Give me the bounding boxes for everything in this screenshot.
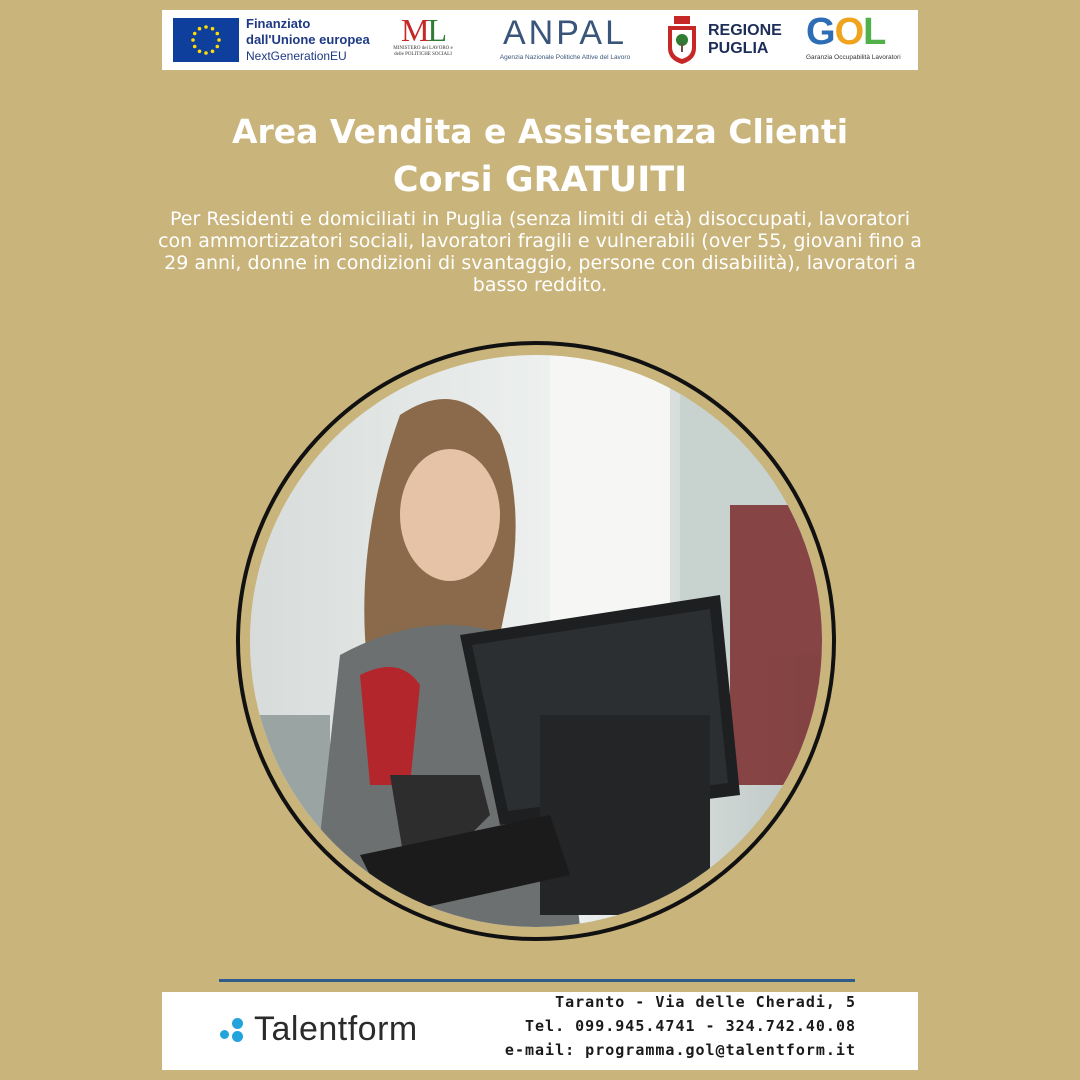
eu-label-line1: Finanziato [246, 16, 311, 31]
regione-puglia-crest-icon [666, 14, 698, 66]
regione-puglia-label [708, 22, 782, 58]
talentform-brand-name: Talentform [254, 1009, 418, 1048]
partner-logos-bar [162, 10, 918, 70]
cashier-photo [250, 355, 822, 927]
anpal-logo-mark: ANPAL [503, 14, 627, 52]
contact-address: Taranto - Via delle Cheradi, 5 [555, 993, 856, 1011]
gol-logo-caption: Garanzia Occupabilità Lavoratori [806, 54, 901, 61]
eligibility-description: Per Residenti e domiciliati in Puglia (senza limiti di età) disoccupati, lavoratori con ammortizzatori sociali, lavoratori fragili e vulnerabili (over 55, giovani fino a 29 anni, donne in condizioni di svantaggio, persone con disabilità), lavoratori a basso reddito. [158, 208, 922, 296]
regione-line2: PUGLIA [708, 40, 769, 57]
eu-label-line2: dall'Unione europea [246, 32, 370, 47]
eu-label-line3: NextGenerationEU [246, 49, 347, 63]
ministry-logo [390, 14, 456, 66]
contact-phone[interactable]: Tel. 099.945.4741 - 324.742.40.08 [524, 1017, 856, 1035]
footer-bar [162, 992, 918, 1070]
gol-logo [806, 12, 914, 68]
anpal-logo [480, 16, 650, 66]
ministry-logo-caption: MINISTERO del LAVORO e delle POLITICHE SOCIALI [393, 46, 453, 57]
ministry-logo-mark: ML [401, 12, 445, 48]
page-title: Area Vendita e Assistenza Clienti [231, 112, 849, 151]
page-subtitle: Corsi GRATUITI [392, 160, 688, 200]
footer-divider [219, 979, 855, 982]
eu-flag-icon [173, 18, 239, 62]
talentform-logo [220, 1004, 418, 1054]
gol-logo-mark: GOL [806, 11, 886, 53]
talentform-dots-icon [220, 1014, 250, 1044]
contact-email[interactable]: e-mail: programma.gol@talentform.it [504, 1041, 856, 1059]
eu-funding-label [246, 16, 370, 64]
anpal-logo-caption: Agenzia Nazionale Politiche Attive del Lavoro [499, 54, 631, 61]
regione-line1: REGIONE [708, 22, 782, 39]
